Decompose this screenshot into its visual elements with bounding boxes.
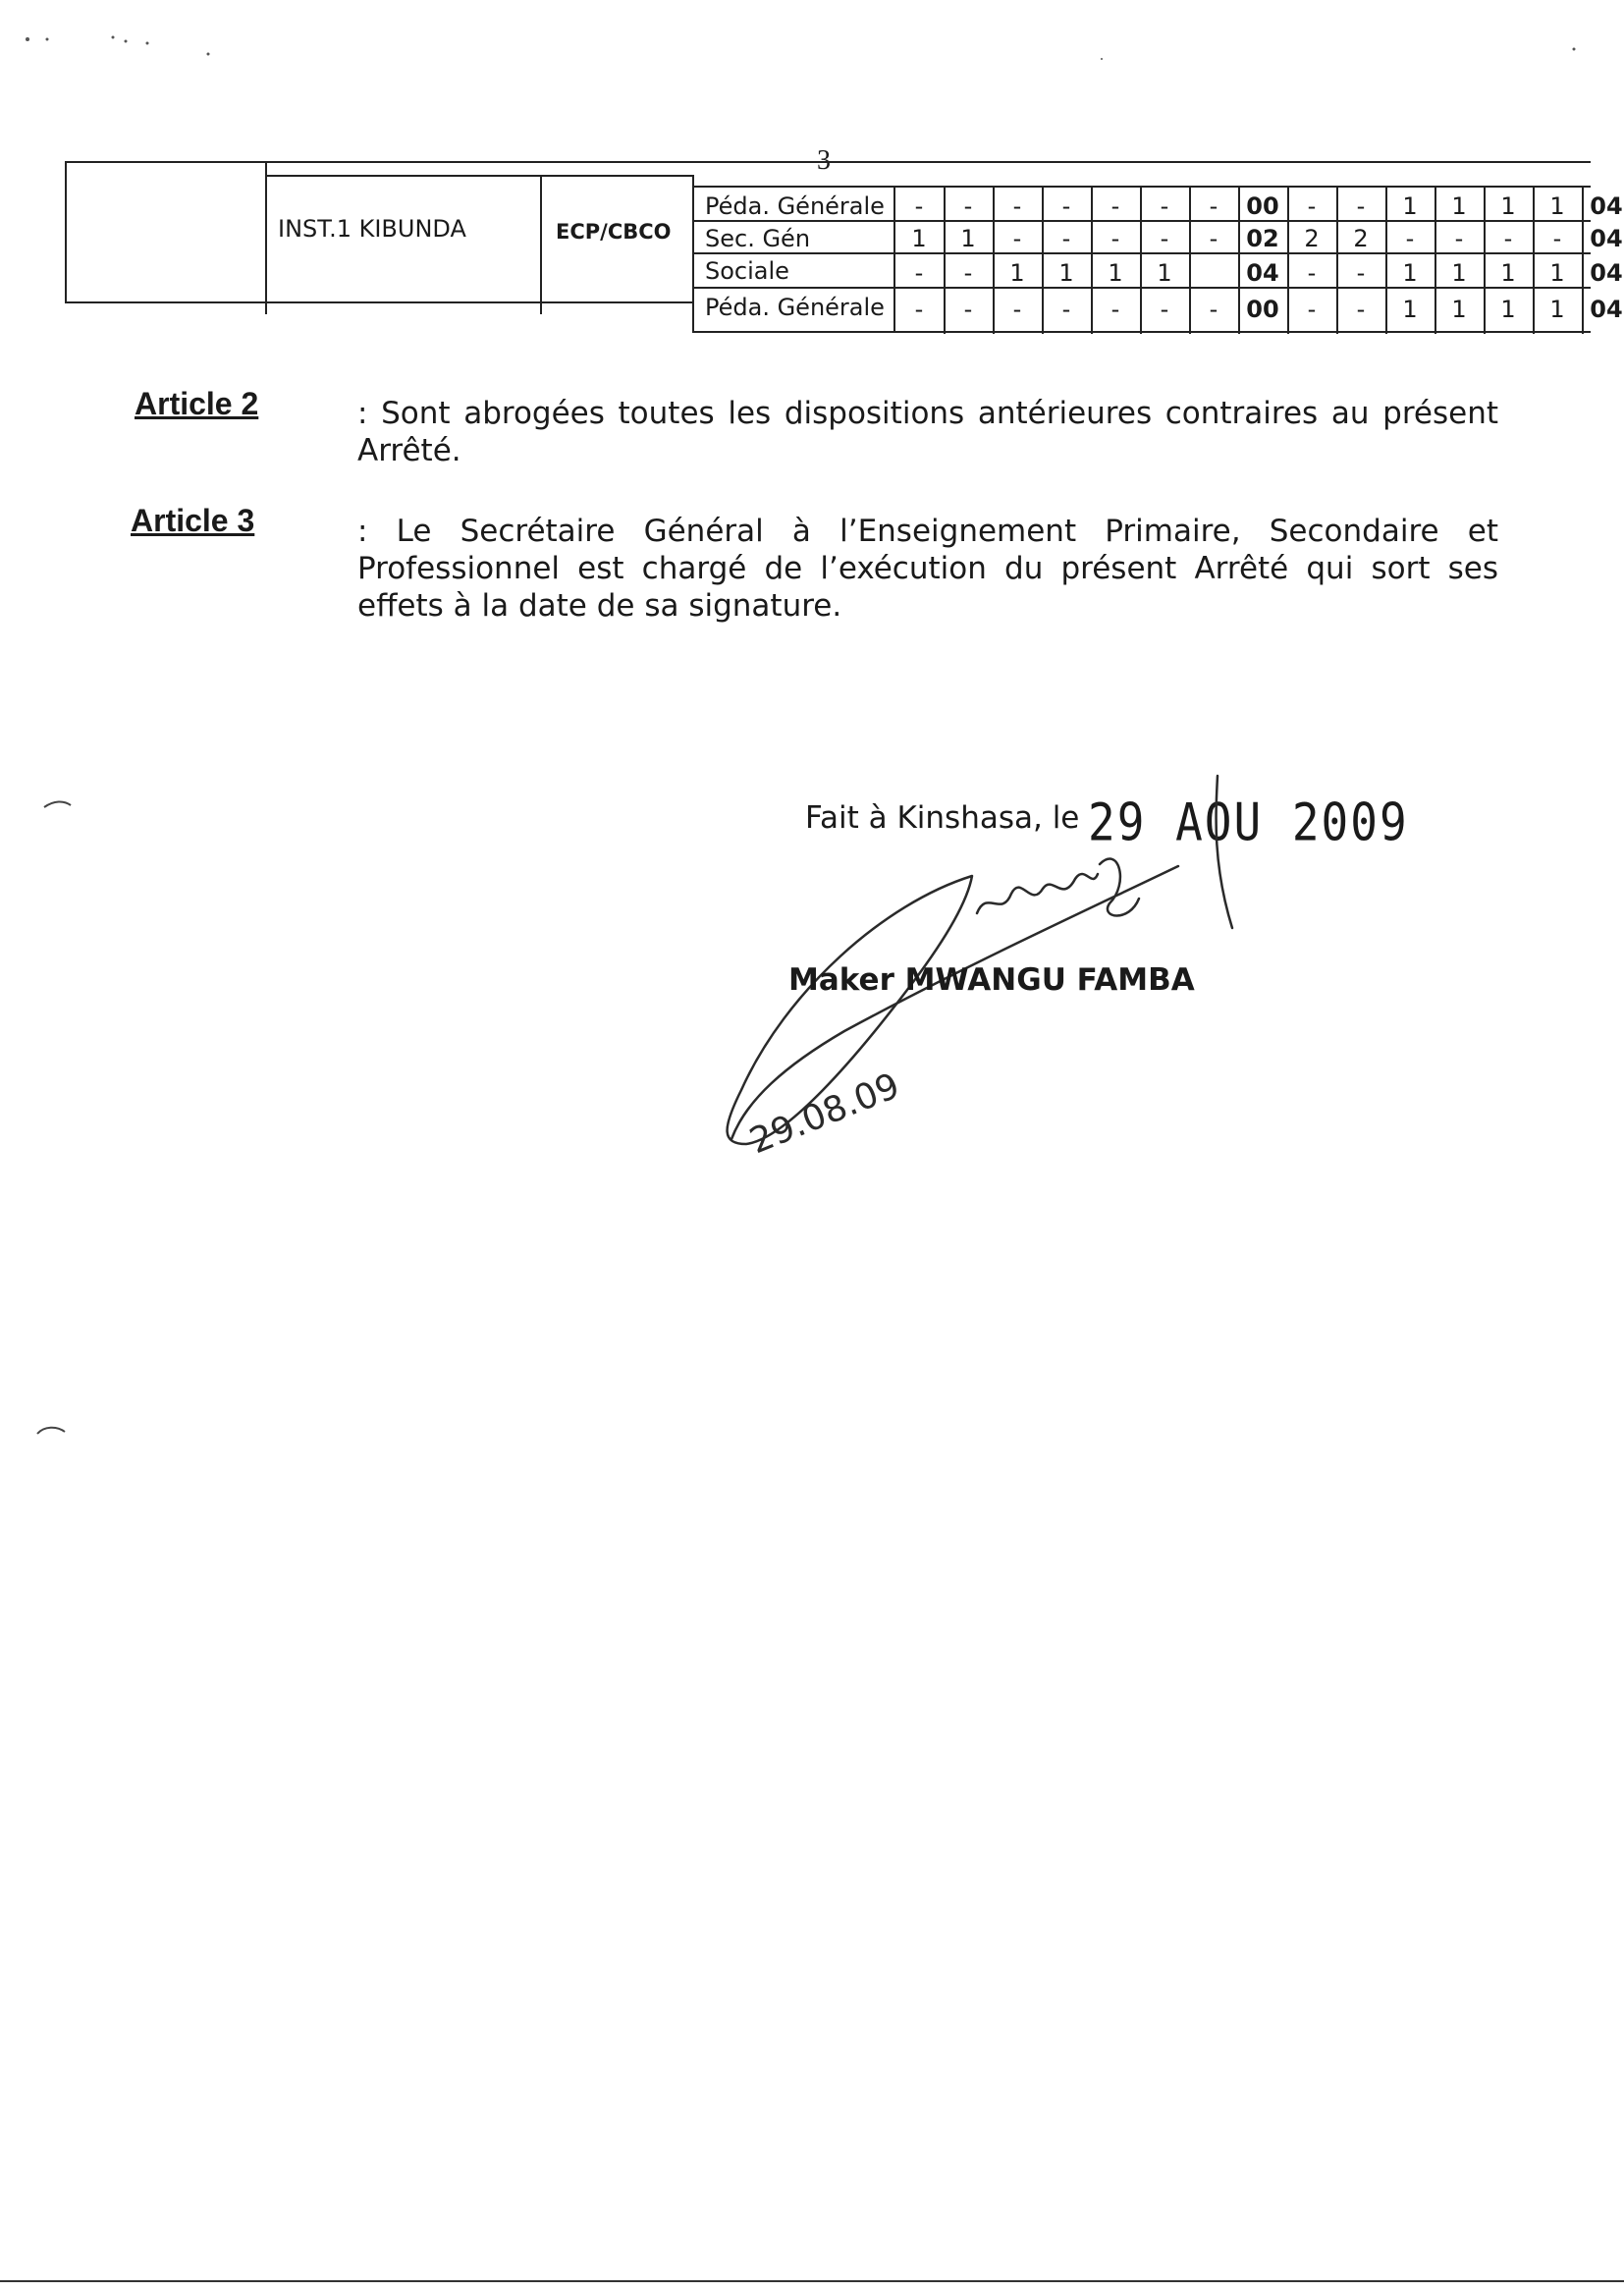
table-cell: - [1012, 296, 1022, 323]
table-cell: 1 [1402, 259, 1418, 287]
table-cell: - [1209, 225, 1218, 252]
table-cell: - [963, 296, 973, 323]
table-cell: - [1061, 225, 1071, 252]
table-cell: 1 [1451, 259, 1467, 287]
bottom-rule [0, 2280, 1624, 2282]
table-cell: - [1307, 259, 1317, 287]
table-cell: - [1110, 296, 1120, 323]
table-cell: 1 [1451, 296, 1467, 323]
table-cell: - [963, 259, 973, 287]
table-cell: - [1307, 192, 1317, 220]
table-cell: - [963, 192, 973, 220]
table-cell: - [1209, 192, 1218, 220]
section-label: Péda. Générale [705, 294, 885, 321]
table-cell: - [1356, 259, 1366, 287]
signatory-name: Maker MWANGU FAMBA [788, 962, 1195, 998]
article-2-text: : Sont abrogées toutes les dispositions antérieures contraires au présent Arrêté. [357, 396, 1498, 468]
table-cell: - [1307, 296, 1317, 323]
network-name: ECP/CBCO [556, 220, 672, 244]
table-cell: - [1356, 296, 1366, 323]
table-cell: 04 [1590, 296, 1623, 323]
table-cell: 1 [1549, 296, 1565, 323]
table-cell: 1 [1549, 192, 1565, 220]
table-cell: 1 [1549, 259, 1565, 287]
table-cell: - [1110, 225, 1120, 252]
table-cell: 2 [1353, 225, 1369, 252]
table-cell: 1 [1500, 192, 1516, 220]
section-label: Sociale [705, 257, 789, 285]
table-cell: 00 [1246, 192, 1279, 220]
table-cell: 04 [1590, 225, 1623, 252]
section-label: Péda. Générale [705, 192, 885, 220]
table-cell: - [1110, 192, 1120, 220]
table-cell: - [1160, 225, 1169, 252]
table-cell: - [1061, 296, 1071, 323]
table-cell: - [1012, 192, 1022, 220]
table-cell: 1 [1009, 259, 1025, 287]
table-cell: - [1356, 192, 1366, 220]
article-3-text: : Le Secrétaire Général à l’Enseignement Primaire, Secondaire et Professionnel est chargé de l’exécution du présent Arrêté qui sort ses effets à la date de sa signature. [357, 514, 1498, 624]
table-cell: 1 [1157, 259, 1172, 287]
table-cell: - [1160, 296, 1169, 323]
institution-name: INST.1 KIBUNDA [278, 215, 466, 243]
table-cell: 1 [960, 225, 976, 252]
table-cell: - [1405, 225, 1415, 252]
article-3-label: Article 3 [131, 503, 255, 538]
handwritten-date: 29.08.09 [744, 1065, 906, 1163]
place-line: Fait à Kinshasa, le [805, 800, 1080, 836]
table-cell: - [914, 296, 924, 323]
table-cell: 1 [1451, 192, 1467, 220]
table-cell: 02 [1246, 225, 1279, 252]
table-cell: 1 [911, 225, 927, 252]
table-cell: 04 [1590, 259, 1623, 287]
table-cell: - [1552, 225, 1562, 252]
date-stamp: 29 AOU 2009 [1088, 791, 1409, 853]
table-cell: 00 [1246, 296, 1279, 323]
table-cell: 1 [1402, 192, 1418, 220]
table-cell: - [1503, 225, 1513, 252]
table-cell: - [1160, 192, 1169, 220]
table-cell: 1 [1500, 296, 1516, 323]
table-cell: 1 [1402, 296, 1418, 323]
table-cell: - [1209, 296, 1218, 323]
table-cell: - [1012, 225, 1022, 252]
table-cell: - [1454, 225, 1464, 252]
table-cell: 04 [1246, 259, 1279, 287]
table-cell: 1 [1500, 259, 1516, 287]
section-label: Sec. Gén [705, 225, 811, 252]
article-2-label: Article 2 [135, 386, 259, 421]
table-cell: - [914, 259, 924, 287]
table-cell: - [914, 192, 924, 220]
table-cell: 1 [1108, 259, 1123, 287]
table-cell: 2 [1304, 225, 1320, 252]
table-cell: 1 [1058, 259, 1074, 287]
table-cell: 04 [1590, 192, 1623, 220]
table-cell: - [1061, 192, 1071, 220]
